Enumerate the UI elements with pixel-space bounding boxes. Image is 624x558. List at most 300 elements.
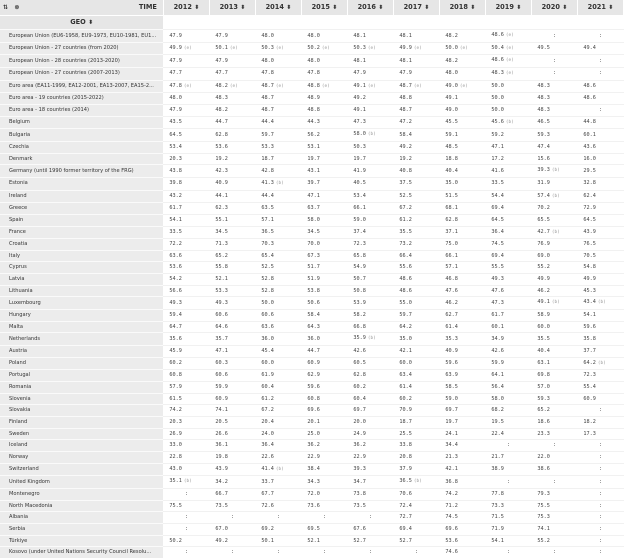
time-label: TIME [138,3,157,11]
value-cell: 40.4 [531,346,577,358]
value-cell: : [301,512,347,524]
value-cell: 38.4 [301,463,347,476]
value-cell: 48.6 [577,80,623,93]
value-cell: 61.2 [255,393,301,405]
value-flag: (b) [367,336,376,342]
geo-label-cell[interactable]: Lithuania [0,285,163,297]
value-cell: 60.9 [577,393,623,405]
value-cell: 48.9 [301,93,347,105]
table-row [0,547,624,558]
table-row [0,357,624,370]
value-flag: (e) [321,45,330,51]
value-cell: : [163,512,209,524]
year-header[interactable]: 2014 ⬍ [255,0,301,16]
value-cell: 50.1 [255,535,301,547]
value-cell: 69.4 [485,203,531,215]
value-cell: 50.0 [485,80,531,93]
value-text: 48.6 [491,32,504,38]
value-cell: 75.5 [163,500,209,512]
geo-label-cell[interactable]: Austria [0,346,163,358]
geo-label-cell[interactable]: Latvia [0,274,163,286]
geo-label-cell[interactable]: Slovakia [0,405,163,417]
value-cell: 74.5 [485,239,531,251]
table-row [0,226,624,239]
geo-label-cell[interactable]: United Kingdom [0,476,163,489]
geo-label-cell[interactable]: European Union - 28 countries (2013-2020) [0,55,163,68]
value-cell: 59.1 [439,129,485,142]
value-cell: : [577,67,623,80]
geo-label-cell[interactable]: Cyprus [0,262,163,274]
value-cell: 61.9 [255,370,301,382]
value-cell: 62.7 [439,310,485,322]
year-header[interactable]: 2018 ⬍ [439,0,485,16]
table-row [0,104,624,116]
table-row [0,476,624,489]
value-cell: 20.8 [393,451,439,463]
value-cell: : [209,547,255,558]
value-cell [347,333,393,346]
year-header[interactable]: 2013 ⬍ [209,0,255,16]
value-cell: : [577,547,623,558]
table-row [0,274,624,286]
value-cell: 63.4 [393,370,439,382]
value-text: 48.7 [399,82,412,89]
geo-label-cell[interactable]: Kosovo (under United Nations Security Council Resolu... [0,547,163,558]
sort-icon[interactable]: ⬍ [470,4,476,11]
value-cell: 70.0 [301,239,347,251]
value-cell [255,80,301,93]
geo-label-cell[interactable]: Finland [0,417,163,429]
table-row [0,116,624,129]
value-cell: 67.0 [209,523,255,535]
table-row [0,262,624,274]
value-cell: 46.2 [531,285,577,297]
value-cell: 66.1 [347,203,393,215]
value-cell: 76.9 [531,239,577,251]
geo-label-cell[interactable]: European Union (EU6-1958, EU9-1973, EU10-1981, EU1... [0,30,163,43]
value-cell: 22.4 [485,428,531,440]
value-cell: 58.0 [301,214,347,226]
geo-label-cell[interactable]: Hungary [0,310,163,322]
value-cell: 55.6 [393,262,439,274]
value-cell: 67.7 [255,488,301,500]
value-cell: 50.0 [485,93,531,105]
geo-label-cell[interactable]: Denmark [0,153,163,165]
value-cell: : [255,512,301,524]
value-cell: 45.5 [439,116,485,129]
value-cell: 19.7 [301,153,347,165]
swap-vertical-icon[interactable]: ⇅ [3,4,9,11]
value-cell: 32.8 [577,177,623,190]
value-cell: 72.0 [301,488,347,500]
geo-label-cell[interactable]: France [0,226,163,239]
value-cell [439,80,485,93]
year-header[interactable]: 2016 ⬍ [347,0,393,16]
sort-icon[interactable]: ⬍ [378,4,384,11]
value-cell: 47.9 [163,30,209,43]
value-text: 41.3 [261,179,274,186]
value-cell: 64.5 [577,214,623,226]
value-cell: 67.6 [347,523,393,535]
value-cell: 48.3 [209,93,255,105]
value-cell: : [577,405,623,417]
value-cell: 50.0 [255,297,301,310]
value-cell: 54.1 [485,535,531,547]
value-cell: 46.8 [439,274,485,286]
value-cell: 67.2 [393,203,439,215]
value-cell: : [531,55,577,68]
value-cell: 56.4 [485,382,531,394]
value-cell: : [577,440,623,452]
geo-label-cell[interactable]: Italy [0,250,163,262]
table-row [0,129,624,142]
value-cell: 48.3 [531,80,577,93]
table-row [0,250,624,262]
geo-label-cell[interactable]: North Macedonia [0,500,163,512]
value-cell: 69.7 [439,405,485,417]
value-cell: 64.1 [485,370,531,382]
value-cell: 36.0 [255,333,301,346]
sort-icon[interactable]: ⬍ [516,4,522,11]
value-cell: 20.4 [255,417,301,429]
geo-label-cell[interactable]: Türkiye [0,535,163,547]
value-cell: : [531,30,577,43]
value-cell: 40.4 [439,165,485,178]
value-cell: 53.4 [163,141,209,153]
geo-label-cell[interactable]: Iceland [0,440,163,452]
value-cell: 55.5 [485,262,531,274]
value-flag: (e) [505,70,514,76]
value-cell: 60.0 [531,321,577,333]
value-cell: 60.0 [255,357,301,370]
geo-label-cell[interactable]: Euro area - 18 countries (2014) [0,104,163,116]
value-cell: 70.5 [577,250,623,262]
geo-label-cell[interactable]: Serbia [0,523,163,535]
value-cell: 20.3 [163,153,209,165]
value-cell: 69.2 [255,523,301,535]
value-cell: 59.7 [255,129,301,142]
value-cell: 74.1 [209,405,255,417]
value-cell: 59.6 [301,382,347,394]
year-header[interactable]: 2017 ⬍ [393,0,439,16]
value-cell: 52.1 [301,535,347,547]
value-cell: 39.3 [347,463,393,476]
value-cell [485,116,531,129]
table-row [0,405,624,417]
value-cell: 59.3 [531,393,577,405]
value-flag: (b) [551,168,560,174]
value-cell: 21.7 [485,451,531,463]
geo-label-cell[interactable]: Albania [0,512,163,524]
geo-label-cell[interactable]: Euro area (EA11-1999, EA12-2001, EA13-2007, EA15-2... [0,80,163,93]
value-cell: 62.8 [347,370,393,382]
value-flag: (b) [367,132,376,138]
value-cell: 58.4 [301,310,347,322]
value-cell: 65.8 [347,250,393,262]
value-cell: : [485,476,531,489]
value-cell: 60.1 [577,129,623,142]
value-cell: 48.1 [393,30,439,43]
value-cell: 72.9 [577,203,623,215]
value-cell: 64.5 [485,214,531,226]
value-cell: 35.5 [531,333,577,346]
value-text: 42.7 [537,228,550,235]
value-cell: 46.5 [531,116,577,129]
value-text: 36.5 [399,478,412,485]
value-cell [301,80,347,93]
sort-icon[interactable]: ⬍ [562,4,568,11]
value-cell: 48.2 [439,55,485,68]
table-row [0,297,624,310]
value-cell: 69.5 [301,523,347,535]
value-cell: 47.1 [485,141,531,153]
table-row [0,463,624,476]
value-cell: 48.1 [347,30,393,43]
value-flag: (e) [275,45,284,51]
value-cell: 68.2 [485,405,531,417]
value-cell [209,80,255,93]
value-cell: 36.1 [209,440,255,452]
geo-label-cell[interactable]: Belgium [0,116,163,129]
table-row [0,512,624,524]
value-cell: 49.1 [347,104,393,116]
close-icon[interactable]: ⊗ [14,4,20,11]
value-flag: (b) [183,479,192,485]
value-cell: 49.0 [439,104,485,116]
geo-label-cell[interactable]: European Union - 27 countries (from 2020) [0,42,163,55]
value-cell: 36.8 [439,476,485,489]
geo-label-cell[interactable]: Switzerland [0,463,163,476]
value-cell: 50.8 [347,285,393,297]
value-cell: 48.1 [347,55,393,68]
value-cell: 69.7 [347,405,393,417]
value-cell [485,67,531,80]
value-cell: 19.7 [347,153,393,165]
sort-icon[interactable]: ⬍ [608,4,614,11]
value-cell: 65.4 [255,250,301,262]
value-cell: 59.0 [347,214,393,226]
geo-label-cell[interactable]: Montenegro [0,488,163,500]
value-cell: : [531,440,577,452]
value-cell: 61.7 [163,203,209,215]
geo-label-cell[interactable]: Portugal [0,370,163,382]
geo-label-cell[interactable]: European Union - 27 countries (2007-2013) [0,67,163,80]
value-cell [531,297,577,310]
value-cell: 47.3 [485,297,531,310]
geo-label-cell[interactable]: Slovenia [0,393,163,405]
value-cell: 18.7 [255,153,301,165]
value-text: 49.9 [399,44,412,51]
geo-label-cell[interactable]: Euro area - 19 countries (2015-2022) [0,93,163,105]
table-row [0,80,624,93]
value-flag: (b) [275,180,284,186]
sort-icon[interactable]: ⬍ [88,19,94,26]
value-cell: 65.2 [209,250,255,262]
geo-label-cell[interactable]: Malta [0,321,163,333]
geo-label-cell[interactable]: Greece [0,203,163,215]
geo-header-cell[interactable] [0,16,163,30]
geo-label-cell[interactable]: Spain [0,214,163,226]
value-cell: 60.1 [485,321,531,333]
value-cell: 59.9 [209,382,255,394]
value-cell: 59.6 [439,357,485,370]
value-cell [255,42,301,55]
value-text: 48.8 [307,82,320,89]
value-text: 50.3 [353,44,366,51]
value-cell [347,42,393,55]
value-cell: 72.4 [393,500,439,512]
value-cell: 53.3 [255,141,301,153]
value-cell: 19.2 [393,153,439,165]
sort-icon[interactable]: ⬍ [240,4,246,11]
value-cell [393,476,439,489]
sort-icon[interactable]: ⬍ [332,4,338,11]
value-cell: : [347,547,393,558]
value-flag: (e) [229,83,238,89]
value-cell: 44.7 [301,346,347,358]
sort-icon[interactable]: ⬍ [424,4,430,11]
value-cell: : [577,55,623,68]
value-cell: 51.9 [301,274,347,286]
value-flag: (e) [229,45,238,51]
value-cell: : [485,547,531,558]
table-row [0,523,624,535]
geo-label-cell[interactable]: Poland [0,357,163,370]
value-text: 48.3 [491,69,504,76]
value-cell [577,357,623,370]
value-cell: 69.6 [301,405,347,417]
value-cell: 57.9 [163,382,209,394]
value-cell: 61.7 [485,310,531,322]
value-cell: 34.4 [439,440,485,452]
value-text: 49.0 [445,82,458,89]
value-cell [485,30,531,43]
value-cell [485,55,531,68]
year-header[interactable]: 2015 ⬍ [301,0,347,16]
table-row [0,285,624,297]
value-cell: 69.6 [439,523,485,535]
geo-label-cell[interactable]: Ireland [0,190,163,203]
value-flag: (b) [551,300,560,306]
value-text: 50.4 [491,44,504,51]
value-cell: 49.5 [531,42,577,55]
value-text: 48.2 [215,82,228,89]
value-cell: 47.4 [531,141,577,153]
value-text: 41.4 [261,465,274,472]
year-header[interactable]: 2020 ⬍ [531,0,577,16]
value-cell: 24.1 [439,428,485,440]
geo-header-row [0,16,624,30]
value-cell: 16.0 [577,153,623,165]
year-header[interactable]: 2021 ⬍ [577,0,623,16]
value-cell: 48.6 [393,285,439,297]
value-cell: 40.9 [439,346,485,358]
value-cell: 42.8 [255,165,301,178]
value-cell: 37.7 [577,346,623,358]
value-flag: (b) [275,466,284,472]
value-cell: 60.8 [163,370,209,382]
table-row [0,203,624,215]
value-cell: 15.6 [531,153,577,165]
geo-label-cell[interactable]: Czechia [0,141,163,153]
geo-label-cell[interactable]: Norway [0,451,163,463]
value-cell: : [577,104,623,116]
geo-label-cell[interactable]: Estonia [0,177,163,190]
value-cell: : [577,463,623,476]
value-cell: 43.0 [163,463,209,476]
geo-label-cell[interactable]: Luxembourg [0,297,163,310]
value-cell: 44.7 [209,116,255,129]
geo-label-cell[interactable]: Sweden [0,428,163,440]
value-cell: 64.5 [163,129,209,142]
value-cell: 43.9 [577,226,623,239]
geo-label-cell[interactable]: Netherlands [0,333,163,346]
geo-label-cell[interactable]: Croatia [0,239,163,251]
value-text: 47.8 [169,82,182,89]
value-cell: 44.4 [255,190,301,203]
value-cell: 71.2 [439,500,485,512]
value-cell: 45.9 [163,346,209,358]
year-header[interactable]: 2019 ⬍ [485,0,531,16]
sort-icon[interactable]: ⬍ [194,4,200,11]
value-cell: 73.8 [347,488,393,500]
value-cell: 34.7 [347,476,393,489]
geo-label-cell[interactable]: Germany (until 1990 former territory of the FRG) [0,165,163,178]
value-cell: 47.9 [209,55,255,68]
value-text: 35.9 [353,335,366,342]
value-cell: 65.2 [531,405,577,417]
value-cell: : [531,476,577,489]
value-flag: (e) [183,83,192,89]
geo-label-cell[interactable]: Bulgaria [0,129,163,142]
sort-icon[interactable]: ⬍ [286,4,292,11]
value-cell: 44.4 [255,116,301,129]
table-row [0,190,624,203]
value-cell: 17.3 [577,428,623,440]
value-cell: 62.8 [209,129,255,142]
value-cell [531,190,577,203]
table-row [0,440,624,452]
value-cell: 48.0 [439,67,485,80]
value-cell [209,42,255,55]
value-cell: 63.7 [301,203,347,215]
value-cell: 54.4 [485,190,531,203]
value-cell: 60.4 [255,382,301,394]
value-cell: 48.0 [163,93,209,105]
value-text: 50.1 [215,44,228,51]
geo-label-cell[interactable]: Romania [0,382,163,394]
value-cell: 48.7 [255,93,301,105]
value-text: 43.4 [583,299,596,306]
value-cell: 18.7 [393,417,439,429]
value-cell: 21.3 [439,451,485,463]
value-cell: 57.0 [531,382,577,394]
year-header[interactable]: 2012 ⬍ [163,0,209,16]
value-cell: 74.1 [531,523,577,535]
value-cell: 53.4 [347,190,393,203]
value-cell: : [347,512,393,524]
value-cell: : [531,547,577,558]
value-cell: 35.7 [209,333,255,346]
value-cell: 67.3 [301,250,347,262]
value-cell: : [577,30,623,43]
value-cell: 18.2 [577,417,623,429]
value-cell [347,129,393,142]
value-cell: 64.2 [393,321,439,333]
table-row [0,239,624,251]
value-cell: 61.4 [393,382,439,394]
value-cell: 74.5 [439,512,485,524]
